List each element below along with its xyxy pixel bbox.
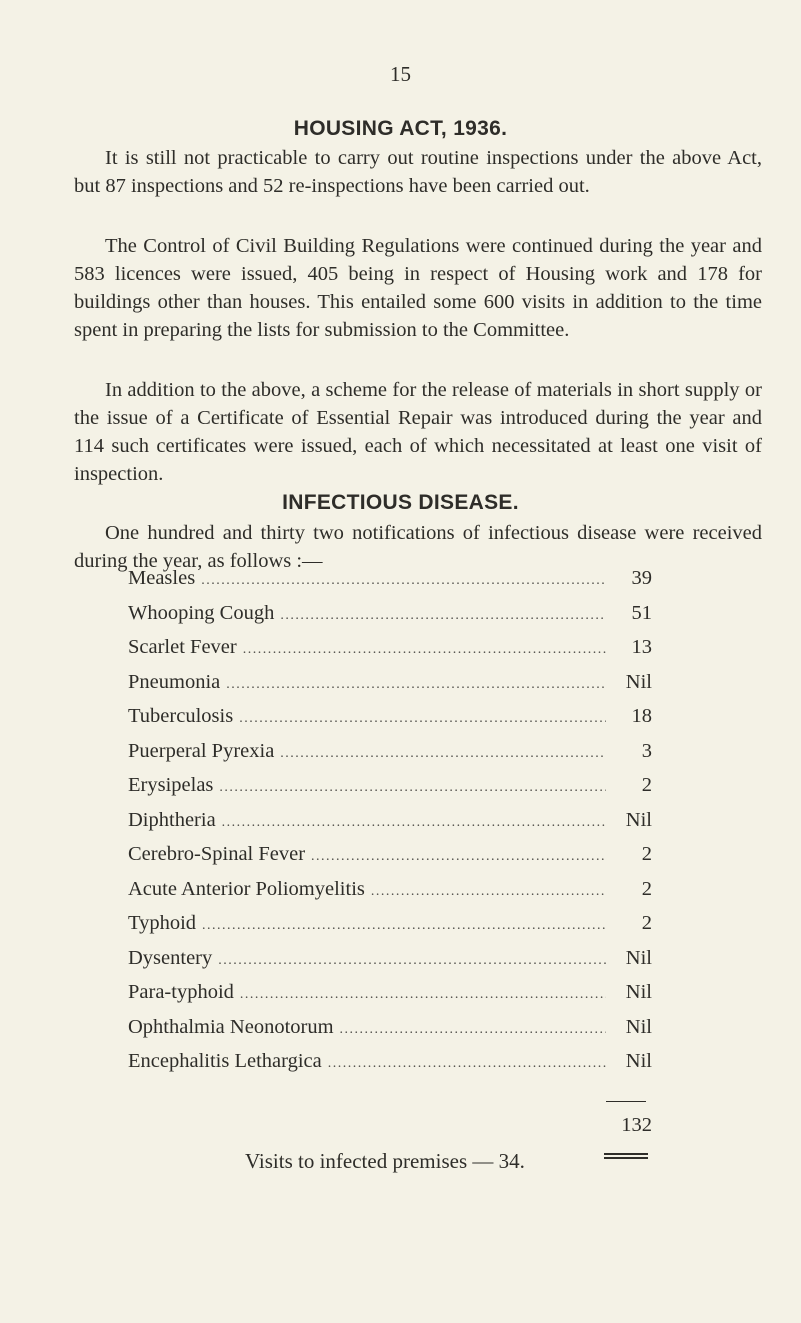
- leader-dots: [218, 944, 606, 979]
- table-row: [128, 699, 652, 734]
- housing-paragraph-1: It is still not practicable to carry out routine inspections under the above Act, but 87 inspections and 52 re-inspections have been carried out.: [74, 147, 762, 197]
- disease-name: Tuberculosis: [128, 705, 234, 727]
- leader-dots: [201, 564, 606, 599]
- leader-dots: [311, 840, 606, 875]
- disease-count: 18: [631, 705, 652, 727]
- disease-name: Typhoid: [128, 912, 197, 934]
- disease-name: Para-typhoid: [128, 981, 234, 1003]
- table-row: [128, 803, 652, 838]
- table-row: [128, 837, 652, 872]
- table-row: [128, 768, 652, 803]
- total-double-rule-upper: [604, 1153, 648, 1155]
- disease-count: 2: [641, 774, 652, 796]
- housing-paragraph-2: The Control of Civil Building Regulations were continued during the year and 583 licences were issued, 405 being in respect of Housing work and 178 for buildings other than houses. This entailed some 600 visits in addition to the time spent in preparing the lists for submission to the Committee.: [74, 235, 762, 341]
- table-row: [128, 630, 652, 665]
- disease-count: 13: [631, 636, 652, 658]
- housing-act-heading: HOUSING ACT, 1936.: [293, 117, 508, 140]
- disease-name: Diphtheria: [128, 808, 216, 831]
- disease-count: 2: [641, 843, 652, 865]
- table-row: [128, 734, 652, 769]
- disease-count: Nil: [625, 946, 652, 969]
- table-row: [128, 561, 652, 596]
- disease-name: Puerperal Pyrexia: [128, 739, 275, 762]
- disease-count: 2: [641, 877, 652, 900]
- disease-name: Ophthalmia Neonotorum: [128, 1015, 334, 1038]
- leader-dots: [239, 702, 606, 737]
- table-row: [128, 1044, 652, 1079]
- leader-dots: [243, 633, 606, 668]
- leader-dots: [280, 599, 606, 634]
- disease-name: Acute Anterior Poliomyelitis: [128, 877, 365, 900]
- table-row: [128, 975, 652, 1010]
- leader-dots: [328, 1047, 606, 1082]
- disease-name: Pneumonia: [128, 670, 221, 693]
- table-row: [128, 941, 652, 976]
- leader-dots: [240, 978, 606, 1013]
- total-double-rule-lower: [604, 1157, 648, 1159]
- total-count: 132: [621, 1114, 652, 1136]
- disease-name: Encephalitis Lethargica: [128, 1050, 322, 1072]
- disease-count: 2: [641, 912, 652, 934]
- disease-count: 3: [641, 739, 652, 762]
- disease-count: Nil: [625, 808, 652, 831]
- visits-note: Visits to infected premises — 34.: [245, 1149, 525, 1173]
- disease-name: Scarlet Fever: [128, 636, 237, 658]
- disease-count: Nil: [625, 1050, 652, 1072]
- leader-dots: [371, 875, 606, 910]
- disease-name: Erysipelas: [128, 774, 214, 796]
- leader-dots: [219, 771, 606, 806]
- disease-name: Whooping Cough: [128, 601, 275, 624]
- leader-dots: [280, 737, 606, 772]
- housing-paragraph-3: In addition to the above, a scheme for the release of materials in short supply or the issue of a Certificate of Essential Repair was introduced during the year and 114 such certificates were issued, each of which necessitated at least one visit of inspection.: [74, 379, 762, 485]
- total-rule: [606, 1101, 646, 1102]
- infectious-disease-heading: INFECTIOUS DISEASE.: [282, 491, 519, 514]
- disease-notifications-table: [128, 561, 652, 1079]
- disease-count: Nil: [625, 670, 652, 693]
- disease-name: Cerebro-Spinal Fever: [128, 843, 306, 865]
- table-row: [128, 872, 652, 907]
- table-row: [128, 665, 652, 700]
- leader-dots: [202, 909, 606, 944]
- table-row: [128, 596, 652, 631]
- leader-dots: [222, 806, 606, 841]
- disease-name: Measles: [128, 567, 196, 589]
- table-row: [128, 906, 652, 941]
- infectious-intro: One hundred and thirty two notifications of infectious disease were received during the year, as follows :—: [74, 522, 762, 572]
- table-row: [128, 1010, 652, 1045]
- disease-count: Nil: [625, 981, 652, 1003]
- disease-count: 39: [631, 567, 652, 589]
- disease-count: 51: [631, 601, 652, 624]
- leader-dots: [340, 1013, 606, 1048]
- page-number: 15: [390, 62, 411, 86]
- disease-name: Dysentery: [128, 946, 213, 969]
- disease-count: Nil: [625, 1015, 652, 1038]
- leader-dots: [226, 668, 606, 703]
